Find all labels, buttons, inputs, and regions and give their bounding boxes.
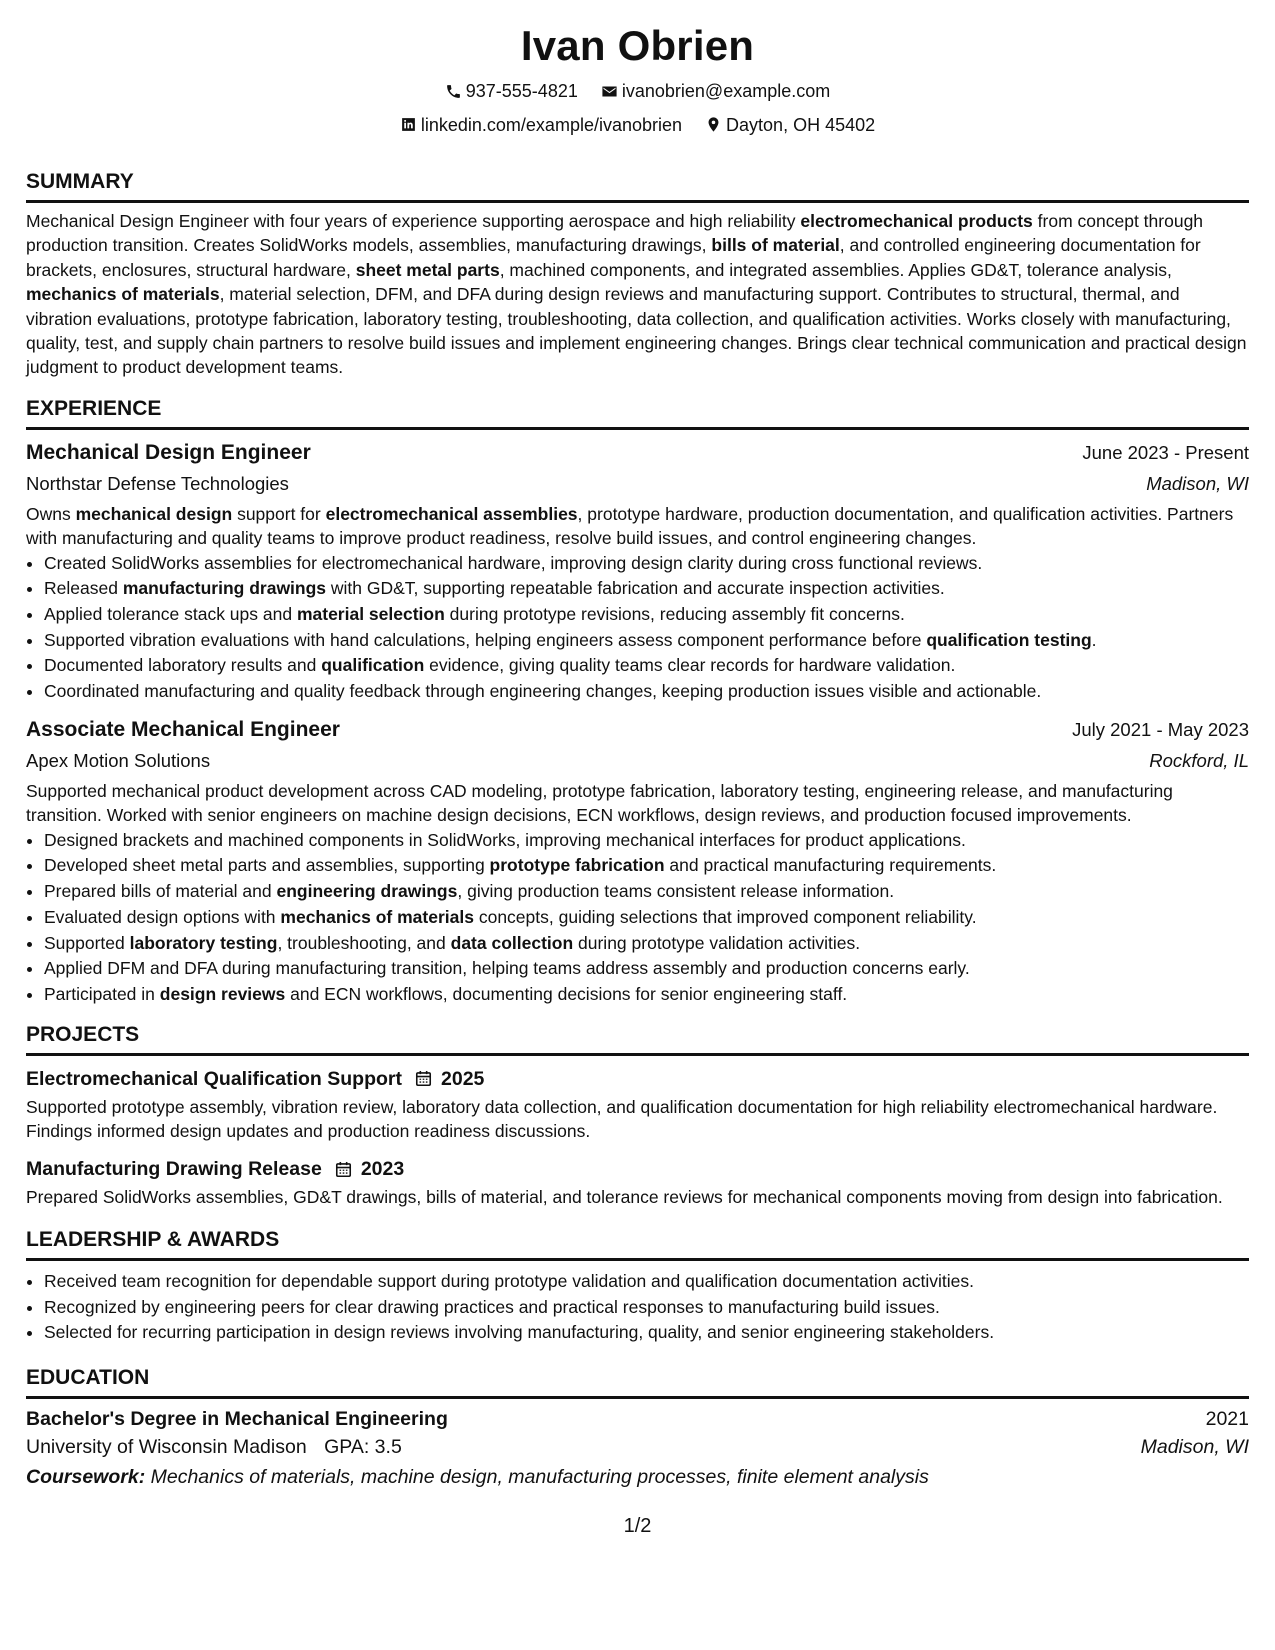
coursework [26,1463,1249,1491]
map-pin-icon [705,116,722,133]
project-description: Prepared SolidWorks assemblies, GD&T drawings, bills of material, and tolerance reviews for mechanical components moving from design into fabrication. [26,1187,1223,1208]
list-item [44,653,1249,679]
text-run: Owns [26,503,76,524]
bold-keyword: mechanics of materials [280,906,474,927]
list-item: • Received team recognition for dependable support during prototype validation and qualification documentation activities. [44,1269,1249,1295]
section-title-leadership: LEADERSHIP & AWARDS [26,1227,1249,1261]
project-description: Supported prototype assembly, vibration review, laboratory data collection, and qualification documentation for high reliability electromechanical hardware. Findings informed design updates and production readiness discussions. [26,1096,1218,1142]
text-run: Supported mechanical product development across CAD modeling, prototype fabrication, laboratory testing, engineering release, and manufacturing transition. Worked with senior engineers on machine design decisions, ECN workflows, design reviews, and production focused improvements. [26,780,1173,826]
project-year: 2023 [360,1158,405,1181]
project-entry [26,1065,1249,1144]
text-run: , machined components, and integrated assemblies. Applies GD&T, tolerance analysis, [499,259,1172,280]
project-entry [26,1155,1249,1209]
job-company: Northstar Defense Technologies [26,472,289,494]
text-run: Applied tolerance stack ups and [44,604,297,625]
project-name: Electromechanical Qualification Support [26,1067,402,1090]
bold-keyword: prototype fabrication [489,855,665,876]
contact-row-2 [26,113,1249,140]
text-run: Designed brackets and machined components in SolidWorks, improving mechanical interfaces for product applications. [44,829,966,850]
contact-email[interactable] [601,79,830,103]
page-number: 1/2 [623,1515,652,1537]
list-item [44,905,1249,931]
school-location: Madison, WI [1140,1435,1249,1458]
bold-keyword: qualification testing [926,629,1092,650]
job-summary [26,779,1249,828]
list-item: • Recognized by engineering peers for clear drawing practices and practical responses to manufacturing build issues. [44,1295,1249,1321]
summary-text [26,209,1249,380]
section-title-experience: EXPERIENCE [26,396,1249,430]
calendar-icon [334,1160,353,1179]
contact-location [705,113,875,137]
bold-keyword: bills of material [711,235,840,256]
resume-page [26,20,1249,1491]
bold-keyword: sheet metal parts [355,259,500,280]
text-run: support for [232,503,326,524]
linkedin-text: linkedin.com/example/ivanobrien [420,114,683,135]
text-run: evidence, giving quality teams clear records for hardware validation. [424,655,956,676]
job-dates: July 2021 - May 2023 [1072,718,1249,740]
list-item [44,853,1249,879]
list-item [44,576,1249,602]
list-item [44,879,1249,905]
email-text: ivanobrien@example.com [621,81,831,101]
text-run: Released [44,578,123,599]
bold-keyword: engineering drawings [276,881,458,902]
text-run: and practical manufacturing requirements. [664,855,997,876]
bold-keyword: mechanical design [75,503,233,524]
phone-icon [445,83,462,100]
list-item [44,628,1249,654]
job-location: Rockford, IL [1149,749,1249,771]
bold-keyword: mechanics of materials [26,284,220,305]
job-entry [26,716,1249,1008]
text-run: and ECN workflows, documenting decisions for senior engineering staff. [285,983,848,1004]
text-run: Created SolidWorks assemblies for electromechanical hardware, improving design clarity during cross functional reviews. [44,552,983,573]
text-run: Mechanical Design Engineer with four years of experience supporting aerospace and high reliability [26,211,801,231]
bold-keyword: qualification [321,655,425,676]
phone-text: 937-555-4821 [465,81,578,101]
graduation-year: 2021 [1205,1407,1249,1430]
degree: Bachelor's Degree in Mechanical Engineering [26,1407,448,1430]
coursework-label: Coursework: [26,1465,146,1488]
text-run: Developed sheet metal parts and assemblies, supporting [44,855,490,876]
text-run: Evaluated design options with [44,906,281,927]
job-entry [26,439,1249,705]
bold-keyword: electromechanical products [800,211,1033,231]
text-run: . [1091,629,1097,650]
job-title: Associate Mechanical Engineer [26,717,340,741]
text-run: , material selection, DFM, and DFA during design reviews and manufacturing support. Contributes to structural, thermal, and vibration evaluations, prototype fabrication, laboratory testing, troubleshooting, data collection, and qualification activities. Works closely with manufacturing, quality, test, and supply chain partners to resolve build issues and implement engineering changes. Brings clear technical communication and practical design judgment to product development teams. [26,284,1247,378]
contact-linkedin[interactable] [400,113,682,137]
contact-phone [445,79,578,103]
leadership-section [26,1227,1249,1346]
section-title-summary: SUMMARY [26,169,1249,203]
list-item [44,982,1249,1008]
text-run: , and controlled engineering documentation for brackets, enclosures, structural hardware, [26,235,1201,280]
text-run: Coordinated manufacturing and quality feedback through engineering changes, keeping production issues visible and actionable. [44,681,1042,702]
contact-row-1 [26,79,1249,106]
text-run: concepts, guiding selections that improved component reliability. [473,906,977,927]
projects-section [26,1022,1249,1210]
list-item [44,551,1249,577]
text-run: during prototype validation activities. [573,932,861,953]
text-run: , troubleshooting, and [277,932,451,953]
text-run: Prepared bills of material and [44,881,277,902]
list-item [44,931,1249,957]
bold-keyword: laboratory testing [129,932,278,953]
text-run: Supported [44,932,130,953]
text-run: during prototype revisions, reducing assembly fit concerns. [444,604,905,625]
text-run: Applied DFM and DFA during manufacturing transition, helping teams address assembly and production concerns early. [44,958,970,979]
bold-keyword: design reviews [159,983,286,1004]
education-section [26,1365,1249,1491]
location-text: Dayton, OH 45402 [726,114,876,135]
job-location: Madison, WI [1146,472,1249,494]
text-run: , prototype hardware, production documentation, and qualification activities. Partners with manufacturing and quality teams to improve product readiness, resolve build issues, and control engineering changes. [26,503,1234,549]
envelope-icon [601,83,618,100]
project-year: 2025 [441,1067,485,1090]
bold-keyword: manufacturing drawings [122,578,327,599]
gpa: GPA: 3.5 [324,1435,402,1458]
text-run: from concept through production transition. Creates SolidWorks models, assemblies, manufacturing drawings, [26,211,1204,256]
list-item [44,679,1249,705]
list-item [44,956,1249,982]
bold-keyword: electromechanical assemblies [325,503,578,524]
candidate-name: Ivan Obrien [520,22,755,69]
coursework-text: Mechanics of materials, machine design, manufacturing processes, finite element analysis [150,1465,929,1488]
project-name: Manufacturing Drawing Release [26,1158,322,1181]
section-title-projects: PROJECTS [26,1022,1249,1056]
school-name: University of Wisconsin Madison [26,1435,307,1458]
summary-section [26,169,1249,380]
calendar-icon [414,1069,433,1088]
bold-keyword: data collection [450,932,574,953]
list-item [44,828,1249,854]
job-company: Apex Motion Solutions [26,749,211,771]
job-bullets [26,551,1249,705]
list-item: • Selected for recurring participation in design reviews involving manufacturing, quality, and senior engineering stakeholders. [44,1320,1249,1346]
job-summary [26,502,1249,551]
section-title-education: EDUCATION [26,1365,1249,1399]
text-run: Documented laboratory results and [44,655,322,676]
text-run: Participated in [44,983,160,1004]
text-run: , giving production teams consistent release information. [457,881,895,902]
text-run: Supported vibration evaluations with hand calculations, helping engineers assess component performance before [44,629,927,650]
bold-keyword: material selection [296,604,445,625]
linkedin-icon [400,116,417,133]
list-item [44,602,1249,628]
text-run: with GD&T, supporting repeatable fabrication and accurate inspection activities. [326,578,945,599]
job-bullets [26,828,1249,1008]
experience-section [26,396,1249,1008]
job-title: Mechanical Design Engineer [26,440,311,464]
leadership-bullets [26,1269,1249,1346]
job-dates: June 2023 - Present [1082,441,1249,463]
